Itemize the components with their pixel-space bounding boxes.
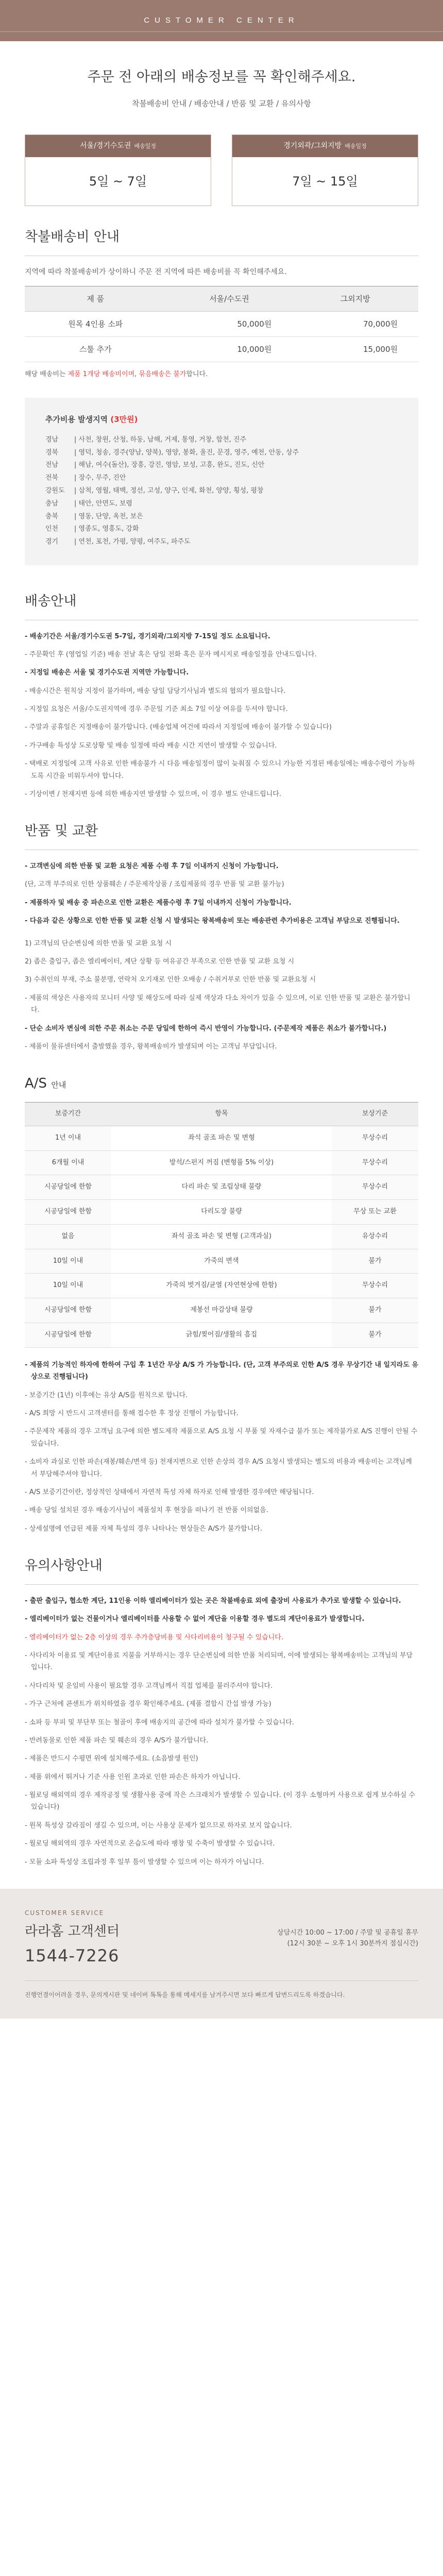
list-item: - 배송시간은 원칙상 지정이 불가하며, 배송 당일 담당기사님과 별도의 협의가 필요합니다. [25, 687, 286, 695]
as-title-main: A/S [25, 1076, 47, 1092]
region-list [45, 435, 398, 548]
region-name: 경기 [45, 538, 59, 546]
as-cell: 좌석 골조 파손 및 변형 (고객과실) [111, 1224, 332, 1249]
fee-note-suffix: 합니다. [186, 370, 208, 378]
list-spacer [25, 934, 418, 938]
region-name: 전북 [45, 474, 59, 482]
list-item: - 원목 특성상 갈라짐이 생길 수 있으며, 이는 사용상 문제가 없으므로 하자로 보지 않습니다. [25, 1821, 292, 1829]
list-item: - 사다리차 및 운임비 사용이 필요할 경우 고객님께서 직접 업체를 불러주셔야 합니다. [25, 1682, 273, 1690]
period-capital-value: 5일 ~ 7일 [89, 174, 147, 189]
region-row [45, 499, 398, 510]
period-regional-value: 7일 ~ 15일 [292, 174, 358, 189]
list-item: - 주말과 공휴일은 지정배송이 불가합니다. (배송업체 여건에 따라서 지정일에 배송이 불가할 수 있습니다) [25, 723, 332, 732]
as-cell: 방석/스펀지 꺼짐 (변형률 5% 이상) [111, 1150, 332, 1175]
returns-notes [25, 860, 418, 1053]
list-item: - 주문확인 후 (영업일 기준) 배송 전날 혹은 당일 전화 혹은 문자 메시지로 배송일정을 안내드립니다. [25, 650, 317, 658]
cs-label: CUSTOMER SERVICE [25, 1909, 105, 1917]
table-row [25, 311, 418, 336]
list-item: 3) 수취인의 부재, 주소 불분명, 연락처 오기재로 인한 오배송 / 수취거부로 인한 반품 및 교환요청 시 [25, 976, 316, 984]
list-item: - 기상이변 / 천재지변 등에 의한 배송지연 발생할 수 있으며, 이 경우 별도 안내드립니다. [25, 790, 282, 799]
period-regional [232, 134, 418, 206]
as-cell: 다리 파손 및 조립상태 불량 [111, 1175, 332, 1200]
as-cell: 제봉선 마감상태 불량 [111, 1298, 332, 1323]
as-cell: 무상수리 [332, 1175, 418, 1200]
as-cell: 무상수리 [332, 1150, 418, 1175]
returns-title: 반품 및 교환 [25, 823, 98, 839]
extra-cost-amount: (3만원) [110, 414, 138, 424]
as-table-header [25, 1102, 418, 1126]
list-item: - 제품의 색상은 사용자의 모니터 사양 및 해상도에 따라 실제 색상과 다소 차이가 있을 수 있으며, 이로 인한 반품 및 교환은 불가합니다. [25, 994, 411, 1014]
fee-cell: 원목 4인용 소파 [25, 311, 166, 336]
delivery-periods [25, 134, 418, 206]
list-item: - A/S 희망 시 반드시 고객센터를 통해 접수한 후 정상 진행이 가능합니다. [25, 1410, 238, 1418]
footer-top [25, 1908, 418, 1969]
region-towns: | 삼척, 영월, 태백, 정선, 고성, 양구, 인제, 화천, 양양, 횡성, 평창 [74, 486, 264, 495]
as-cell: 가죽의 변색 [111, 1249, 332, 1274]
fee-note-highlight: 제품 1개당 배송비이며, 묶음배송은 불가 [67, 370, 186, 378]
delivery-notes [25, 631, 418, 801]
fee-note-prefix: 해당 배송비는 [25, 370, 68, 378]
as-cell: 시공당일에 한함 [25, 1200, 111, 1225]
fee-header-capital: 서울/수도권 [166, 286, 293, 311]
region-towns: | 영동, 단양, 옥천, 보은 [74, 512, 143, 520]
as-cell: 무상 또는 교환 [332, 1200, 418, 1225]
region-row [45, 537, 398, 548]
delivery-section [0, 591, 443, 801]
customer-service-footer [0, 1889, 443, 2019]
as-header-item: 항목 [111, 1102, 332, 1126]
list-item: - 소파 등 부피 및 부단부 또는 철골이 후에 배송지의 공간에 따라 설치가 불가할 수 있습니다. [25, 1718, 294, 1726]
as-cell: 1년 이내 [25, 1126, 111, 1150]
list-item: - 상세설명에 언급된 제품 자체 특성의 경우 나타나는 현상들은 A/S가 불가합니다. [25, 1524, 262, 1533]
fee-header-product: 제 품 [25, 286, 166, 311]
footer-note: 진행언결이어려울 경우, 문의게시판 및 네이버 톡톡을 통해 메세지를 남겨주시면 보다 빠르게 답변드리도록 하겠습니다. [25, 1991, 345, 1998]
as-cell: 6개월 이내 [25, 1150, 111, 1175]
region-name: 충북 [45, 512, 59, 520]
cs-phone[interactable]: 1544-7226 [25, 1945, 120, 1965]
table-row [25, 1323, 418, 1348]
as-table-body [25, 1126, 418, 1347]
as-cell: 시공당일에 한함 [25, 1298, 111, 1323]
as-cell: 좌석 골조 파손 및 변형 [111, 1126, 332, 1150]
region-towns: | 영덕, 청송, 경주(양남, 양북), 영양, 봉화, 울진, 문경, 영주, 예천, 안동, 상주 [74, 448, 299, 456]
fee-cell: 15,000원 [292, 336, 418, 362]
as-cell: 불가 [332, 1298, 418, 1323]
list-item: - 단순 소비자 변심에 의한 주문 취소는 주문 당일에 한하여 즉시 반영이 가능합니다. (주문제작 제품은 취소가 불가합니다.) [25, 1024, 387, 1032]
list-item: - 지정일 배송은 서울 및 경기수도권 지역만 가능합니다. [25, 669, 189, 677]
region-towns: | 연천, 포천, 가평, 양평, 여주도, 파주도 [74, 538, 191, 546]
list-item: - 제품이 물류센터에서 출발했을 경우, 왕복배송비가 발생되며 이는 고객님 부담입니다. [25, 1042, 277, 1050]
list-item: - 가구 근처에 콘센트가 위치하였을 경우 확인해주세요. (제품 결합시 간섭 발생 가능) [25, 1700, 271, 1708]
list-item: (단, 고객 부주의로 인한 상품훼손 / 주문제작상품 / 조립제품의 경우 반품 및 교환 불가능) [25, 880, 284, 889]
as-cell: 없음 [25, 1224, 111, 1249]
list-item: - 보증기간 (1년) 이후에는 유상 A/S를 원칙으로 합니다. [25, 1391, 188, 1399]
fee-section [0, 227, 443, 565]
fee-table-header [25, 286, 418, 311]
fee-table [25, 286, 418, 362]
list-item: - 고객변심에 의한 반품 및 교환 요청은 제품 수령 후 7일 이내까지 신청이 가능합니다. [25, 862, 279, 871]
intro-heading: 주문 전 아래의 배송정보를 꼭 확인해주세요. [87, 69, 356, 85]
as-cell: 10일 이내 [25, 1249, 111, 1274]
region-towns: | 태안, 안면도, 보령 [74, 499, 132, 507]
region-row [45, 435, 398, 446]
period-capital-label: 서울/경기수도권 [80, 142, 131, 150]
list-item: - 제품의 기능적인 하자에 한하여 구입 후 1년간 무상 A/S 가 가능합니다. (단, 고객 부주의로 인한 A/S 경우 무상기간 내 일지라도 유상으로 진행됩니다) [25, 1361, 418, 1381]
region-row [45, 524, 398, 535]
period-capital-tag: 배송일정 [134, 143, 156, 150]
banner [0, 0, 443, 41]
table-row [25, 1224, 418, 1249]
list-item: - 모듈 소파 특성상 조립과정 후 일부 틈이 발생할 수 있으며 이는 하자가 아닙니다. [25, 1858, 264, 1866]
fee-cell: 스툴 추가 [25, 336, 166, 362]
list-item: - 제품 위에서 뛰거나 기준 사용 인원 초과로 인한 파손은 하자가 아닙니다. [25, 1773, 241, 1781]
as-cell: 시공당일에 한함 [25, 1175, 111, 1200]
as-title-small: 안내 [51, 1080, 66, 1090]
list-item: - 소비자 과실로 인한 파손(재봉/훼손/변색 등) 천재지변으로 인한 손상의 경우 A/S 요청시 발생되는 별도의 비용과 배송비는 고객님께서 부담해주셔야 합니다. [25, 1458, 412, 1478]
table-row [25, 1150, 418, 1175]
region-towns: | 장수, 무주, 진안 [74, 474, 126, 482]
as-cell: 무상수리 [332, 1274, 418, 1298]
divider [25, 1980, 418, 1981]
returns-section [0, 821, 443, 1053]
as-notes [25, 1359, 418, 1535]
list-item: - 다음과 같은 상황으로 인한 반품 및 교환 신청 시 발생되는 왕복배송비 또는 배송관련 추가비용은 고객님 부담으로 진행됩니다. [25, 917, 400, 925]
fee-header-regional: 그외지방 [292, 286, 418, 311]
fee-note [25, 369, 418, 380]
as-cell: 무상수리 [332, 1126, 418, 1150]
caution-section [0, 1555, 443, 1868]
as-cell: 다리도장 불량 [111, 1200, 332, 1225]
region-towns: | 해남, 여수(돌산), 장흥, 강진, 영암, 보성, 고흥, 완도, 진도, 신안 [74, 461, 265, 469]
footer-contact [25, 1908, 120, 1969]
list-item: - 엘리베이터가 없는 건물이거나 엘리베이터를 사용할 수 없어 계단을 이용할 경우 별도의 계단이용료가 발생합니다. [25, 1615, 365, 1623]
list-item: - 반려동물로 인한 제품 파손 및 훼손의 경우 A/S가 불가합니다. [25, 1736, 209, 1744]
list-item: - 택배로 지정일에 고객 사유로 인한 배송불가 시 다음 배송일정이 많이 늦춰질 수 있으니 가능한 지정된 배송일에는 배송수령이 가능하도록 시간을 비워두셔야 합니다. [25, 760, 415, 780]
as-section [0, 1073, 443, 1535]
list-item: - 제품하자 및 배송 중 파손으로 인한 교환은 제품수령 후 7일 이내까지 신청이 가능합니다. [25, 899, 292, 907]
as-cell: 불가 [332, 1249, 418, 1274]
table-row [25, 1175, 418, 1200]
list-item: - A/S 보증기간이란, 정상적인 상태에서 자연적 특성 자체 하자로 인해 발생한 경우에만 해당됩니다. [25, 1488, 314, 1496]
cs-hours-main: 상담시간 10:00 ~ 17:00 / 주말 및 공휴일 휴무 [277, 1929, 418, 1937]
caution-title: 유의사항안내 [25, 1558, 103, 1574]
table-row [25, 1126, 418, 1150]
region-name: 인천 [45, 525, 59, 533]
intro-subtitle: 착불배송비 안내 / 배송안내 / 반품 및 교환 / 유의사항 [132, 99, 311, 109]
list-item: - 제품은 반드시 수평면 위에 설치해주세요. (소음발생 원인) [25, 1755, 198, 1763]
as-cell: 시공당일에 한함 [25, 1323, 111, 1348]
as-cell: 긁힘/찢어짐/생활의 흠집 [111, 1323, 332, 1348]
divider [25, 1584, 418, 1585]
list-item: - 사다리차 이용료 및 계단이용료 지불을 거부하시는 경우 단순변심에 의한 반품 처리되며, 이에 발생되는 왕복배송비는 고객님의 부담입니다. [25, 1651, 413, 1672]
list-item: - 엘리베이터가 없는 2층 이상의 경우 추가층당비용 및 사다리비용이 청구될 수 있습니다. [25, 1633, 284, 1641]
cs-hours [277, 1928, 418, 1950]
region-row [45, 460, 398, 471]
extra-cost-title [45, 413, 398, 426]
table-row [25, 1249, 418, 1274]
region-towns: | 사천, 창원, 산청, 하동, 남해, 거제, 통영, 거창, 합천, 진주 [74, 435, 247, 444]
list-item: - 지정일 요청은 서울/수도권지역에 경우 주문일 기준 최소 7일 이상 여유를 두셔야 합니다. [25, 705, 288, 714]
as-header-period: 보증기간 [25, 1102, 111, 1126]
region-name: 경북 [45, 448, 59, 456]
list-item: - 출판 출입구, 협소한 계단, 11인용 이하 엘리베이터가 있는 곳은 착불배송료 외에 출장비 사용료가 추가로 발생할 수 있습니다. [25, 1597, 401, 1605]
as-cell: 불가 [332, 1323, 418, 1348]
as-cell: 가죽의 벗겨짐/균열 (자연현상에 한함) [111, 1274, 332, 1298]
period-regional-head [232, 135, 418, 157]
extra-cost-box [25, 398, 418, 565]
banner-title: CUSTOMER CENTER [144, 16, 299, 25]
region-name: 충남 [45, 499, 59, 507]
list-item: - 배송기간은 서울/경기수도권 5-7일, 경기외곽/그외지방 7-15일 정도 소요됩니다. [25, 632, 270, 640]
list-item: - 주문제작 제품의 경우 고객님 요구에 의한 별도제작 제품으로 A/S 요청 시 부품 및 자재수급 불가 또는 제작불가로 A/S 진행이 안될 수 있습니다. [25, 1428, 418, 1448]
period-capital [25, 134, 211, 206]
fee-cell: 50,000원 [166, 311, 293, 336]
list-item: - 월로딩 해외역의 경우 제작공정 및 생활사용 중에 작은 스크래치가 발생할 수 있습니다. (이 경우 소형마커 사용으로 쉽게 보수하실 수 있습니다) [25, 1791, 415, 1811]
table-row [25, 1298, 418, 1323]
intro [0, 41, 443, 125]
delivery-title: 배송안내 [25, 593, 77, 609]
fee-cell: 70,000원 [292, 311, 418, 336]
list-item: - 배송 당일 설치된 경우 배송기사님이 제품설치 후 현장을 떠나기 전 반품 이의없음. [25, 1506, 268, 1515]
as-title [25, 1073, 418, 1095]
fee-title: 착불배송비 안내 [25, 229, 120, 245]
region-name: 경남 [45, 435, 59, 444]
as-cell: 10일 이내 [25, 1274, 111, 1298]
caution-notes [25, 1595, 418, 1868]
region-row [45, 473, 398, 484]
region-row [45, 448, 398, 459]
fee-cell: 10,000원 [166, 336, 293, 362]
fee-description: 지역에 따라 착불배송비가 상이하니 주문 전 지역에 따른 배송비를 꼭 확인해주세요. [25, 267, 287, 276]
list-item: 2) 좁은 출입구, 좁은 엘리베이터, 계단 상황 등 여유공간 부족으로 인한 반품 및 교환 요청 시 [25, 957, 295, 965]
region-name: 강원도 [45, 486, 65, 495]
banner-divider [0, 31, 443, 32]
table-row [25, 1274, 418, 1298]
table-row [25, 1200, 418, 1225]
region-row [45, 512, 398, 522]
period-regional-label: 경기외곽/그외지방 [283, 142, 342, 150]
list-item: - 월로딩 해외역의 경우 자연적으로 온습도에 따라 팽창 및 수축이 발생할 수 있습니다. [25, 1840, 275, 1848]
region-row [45, 486, 398, 497]
cs-hours-lunch: (12시 30분 ~ 오후 1시 30분까지 점심시간) [287, 1939, 418, 1947]
region-towns: | 영종도, 영흥도, 강화 [74, 525, 139, 533]
as-table [25, 1102, 418, 1348]
period-regional-tag: 배송일정 [345, 143, 367, 150]
table-row [25, 336, 418, 362]
list-item: 1) 고객님의 단순변심에 의한 반품 및 교환 요청 시 [25, 939, 172, 947]
as-header-criteria: 보상기준 [332, 1102, 418, 1126]
as-cell: 유상수리 [332, 1224, 418, 1249]
list-item: - 가구배송 특성상 도로상황 및 배송 일정에 따라 배송 시간 지연이 발생할 수 있습니다. [25, 741, 277, 750]
region-name: 전남 [45, 461, 59, 469]
extra-cost-title-text: 추가비용 발생지역 [45, 414, 111, 424]
cs-name: 라라홈 고객센터 [25, 1924, 120, 1940]
period-capital-head [25, 135, 211, 157]
